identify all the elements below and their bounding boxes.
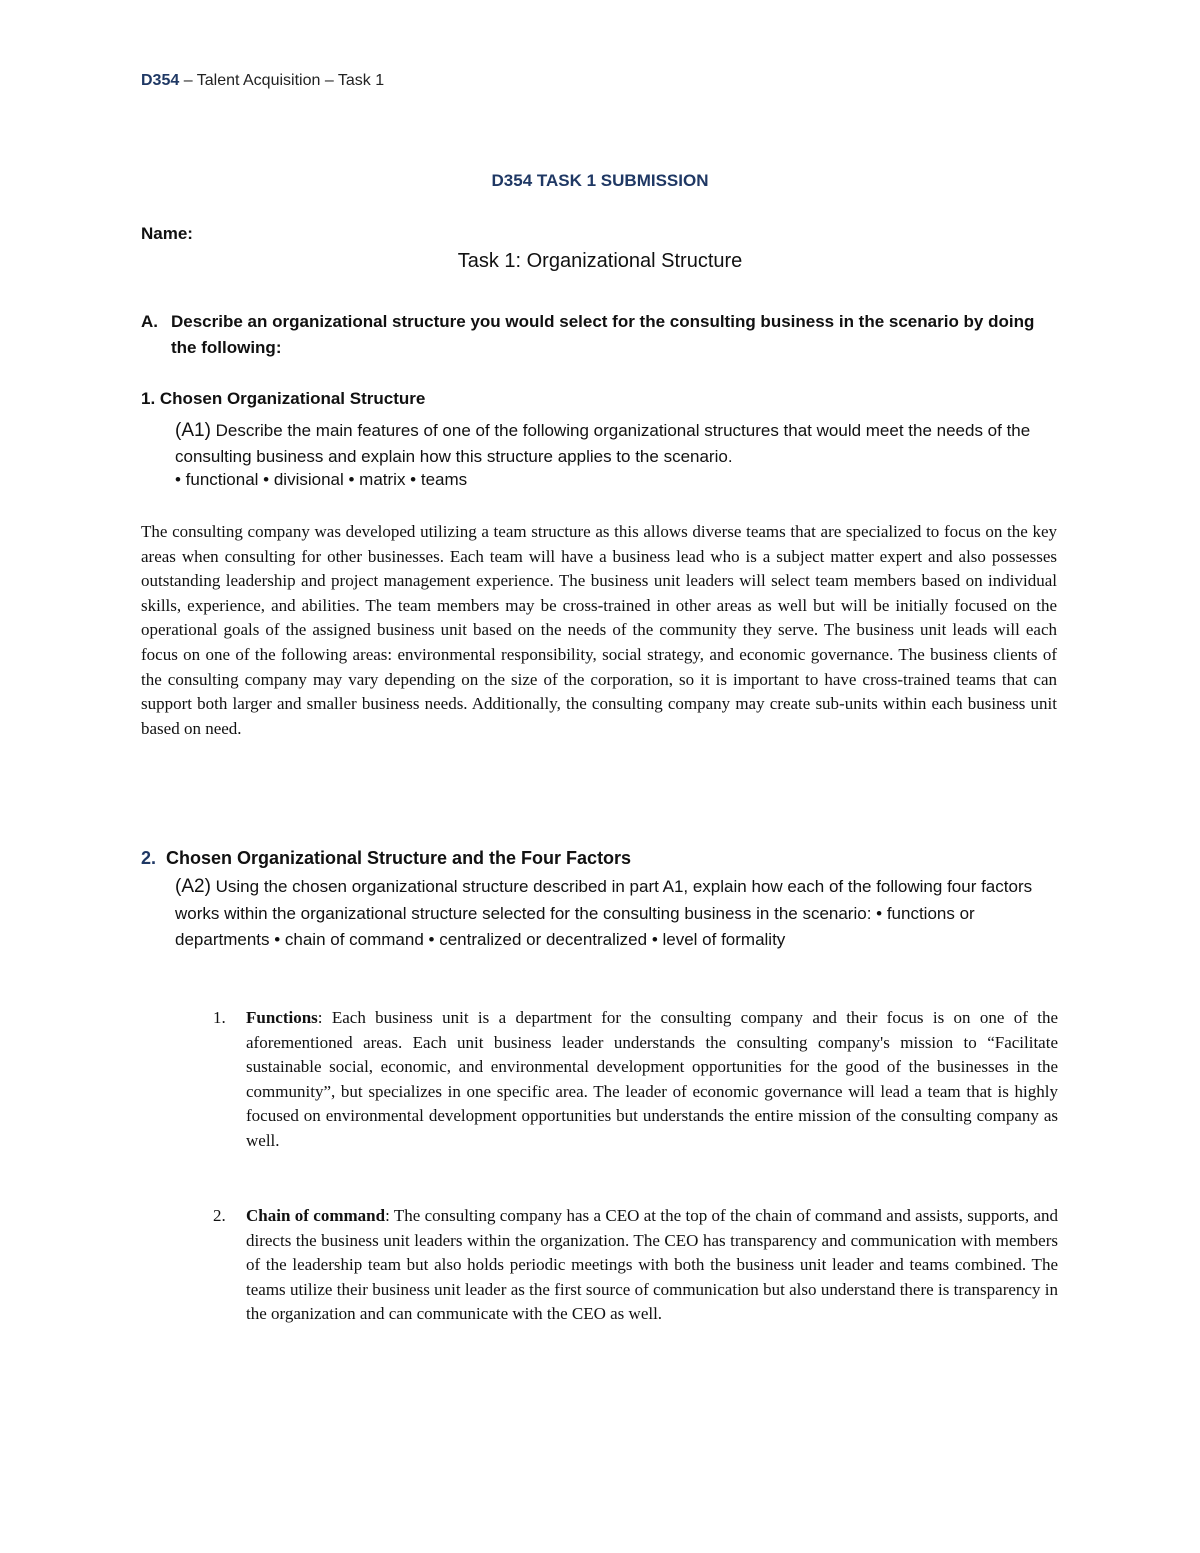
section-1-answer: The consulting company was developed utilizing a team structure as this allows diverse teams that are specialized to focus on the key areas when consulting for other businesses. Each team will have a business lead who is a subject matter expert and also possesses outstanding leadership and project management experience. The business unit leaders will select team members based on individual skills, experience, and abilities. The team members may be cross-trained in other areas as well but will be initially focused on the operational goals of the assigned business unit based on the needs of the community they serve. The business unit leads will each focus on one of the following areas: environmental responsibility, social strategy, and economic governance. The business clients of the consulting company may vary depending on the size of the corporation, so it is important to have cross-trained teams that can support both larger and smaller business needs. Additionally, the consulting company may create sub-units within each business unit based on need. <box>141 522 1057 738</box>
section-2-prompt <box>175 874 1055 954</box>
part-a-text: Describe an organizational structure you would select for the consulting business in the scenario by doing the following: <box>171 312 1035 357</box>
section-1-prompt-text: Describe the main features of one of the following organizational structures that would meet the needs of the consulting business and explain how this structure applies to the scenario. <box>175 421 1031 466</box>
section-2-heading <box>141 848 631 869</box>
factor-item-chain-of-command <box>213 1204 1058 1327</box>
section-1-prompt-tag: (A1) <box>175 420 211 441</box>
factor-item-functions <box>213 1006 1058 1154</box>
factor-number: 2. <box>213 1206 226 1225</box>
part-a-instruction <box>141 309 1061 361</box>
factor-number: 1. <box>213 1008 226 1027</box>
factor-term: Chain of command <box>246 1206 386 1225</box>
section-2-prompt-text: Using the chosen organizational structure described in part A1, explain how each of the following four factors works within the organizational structure selected for the consulting business in the scenario: • functions or departments • chain of command • centralized or decentralized • level of formality <box>175 877 1033 949</box>
name-label: Name: <box>141 224 193 243</box>
factor-text: : Each business unit is a department for the consulting company and their focus is on one of the aforementioned areas. Each unit business leader understands the consulting company's mission to “Facilitate sustainable social, economic, and environmental development opportunities for the good of the businesses in the community”, but specializes in one specific area. The leader of economic governance will lead a team that is highly focused on environmental development opportunities but understands the entire mission of the consulting company as well. <box>246 1008 1058 1150</box>
course-code: D354 <box>141 72 180 89</box>
factor-term: Functions <box>246 1008 318 1027</box>
factor-text: : The consulting company has a CEO at the top of the chain of command and assists, supports, and directs the business unit leaders within the organization. The CEO has transparency and communication with members of the leadership team but also holds periodic meetings with both the business unit leader and teams combined. The teams utilize their business unit leader as the first source of communication but also understand there is transparency in the organization and can communicate with the CEO as well. <box>246 1206 1058 1324</box>
page-header <box>141 72 384 90</box>
submission-title: D354 TASK 1 SUBMISSION <box>491 171 709 190</box>
section-2-title: Chosen Organizational Structure and the Four Factors <box>166 848 632 868</box>
header-subtitle: – Talent Acquisition – Task 1 <box>179 72 385 89</box>
section-1-heading: 1. Chosen Organizational Structure <box>141 389 426 408</box>
part-a-letter: A. <box>141 312 158 331</box>
section-2-number: 2. <box>141 848 157 868</box>
section-1-prompt <box>175 418 1055 470</box>
task-title: Task 1: Organizational Structure <box>457 250 743 272</box>
section-2-prompt-tag: (A2) <box>175 876 211 897</box>
factor-body <box>246 1006 1058 1154</box>
factor-body <box>246 1204 1058 1327</box>
structure-options: • functional • divisional • matrix • teams <box>175 470 468 489</box>
